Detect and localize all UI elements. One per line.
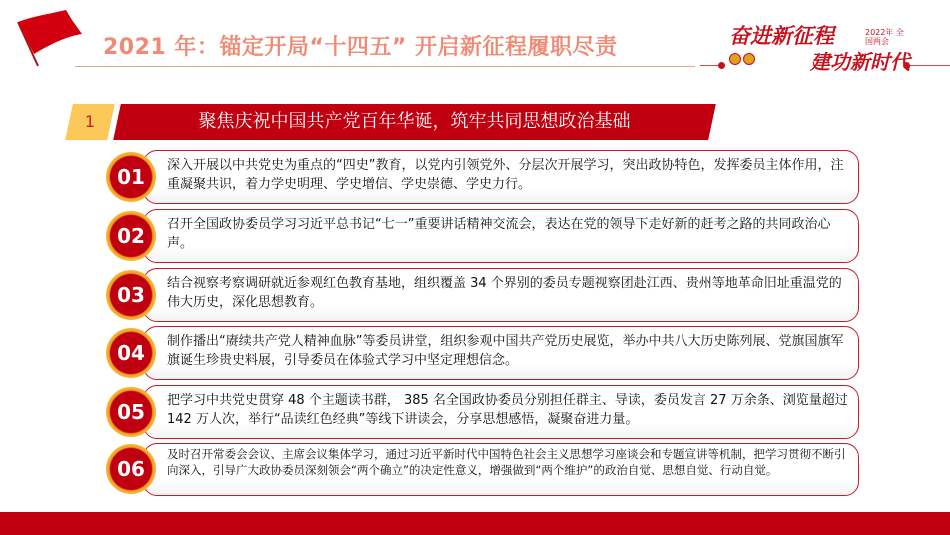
list-item (143, 209, 859, 263)
red-flag-icon (14, 8, 89, 70)
emblem-icon (729, 53, 741, 65)
item-text: 及时召开常委会会议、主席会议集体学习，通过习近平新时代中国特色社会主义思想学习座谈会和专题宣讲等机制，把学习贯彻不断引向深入，引导广大政协委员深刻领会“两个确立”的决定性意义，增强做到“两个维护”的政治自觉、思想自觉、行动自觉。 (167, 447, 846, 477)
item-text: 召开全国政协委员学习习近平总书记“七一”重要讲话精神交流会，表达在党的领导下走好新的赶考之路的共同政治心声。 (167, 217, 831, 251)
item-text: 制作播出“赓续共产党人精神血脉”等委员讲堂，组织参观中国共产党历史展览，举办中共八大历史陈列展、党旗国旗军旗诞生珍贵史料展，引导委员在体验式学习中坚定理想信念。 (167, 334, 844, 368)
list-item (143, 443, 859, 496)
slogan-logo (715, 18, 915, 74)
page-title: 2021 年：锚定开局“十四五” 开启新征程履职尽责 (103, 35, 618, 60)
item-text: 把学习中共党史贯穿 48 个主题读书群， 385 名全国政协委员分别担任群主、导读，委员发言 27 万余条、浏览量超过 142 万人次，举行“品读红色经典”等线下讲读会，分享思想感悟，凝聚奋进力量。 (167, 393, 848, 427)
item-number-badge: 05 (106, 387, 156, 437)
section-title: 聚焦庆祝中国共产党百年华诞，筑牢共同思想政治基础 (198, 111, 631, 132)
item-number-badge: 04 (106, 328, 156, 378)
item-text: 深入开展以中共党史为重点的“四史”教育，以党内引领党外、分层次开展学习，突出政协特色，发挥委员主体作用，注重凝聚共识，着力学史明理、学史增信、学史崇德、学史力行。 (167, 158, 844, 192)
item-number-badge: 03 (106, 270, 156, 320)
list-item (143, 150, 859, 204)
item-number-badge: 01 (106, 152, 156, 202)
logo-line1: 奋进新征程 (729, 24, 834, 48)
emblem-icon (743, 53, 755, 65)
section-number: 1 (84, 112, 96, 131)
list-item (143, 268, 859, 322)
footer-band (0, 512, 950, 535)
item-text: 结合视察考察调研就近参观红色教育基地，组织覆盖 34 个界别的委员专题视察团赴江西、贵州等地革命旧址重温党的伟大历史，深化思想教育。 (167, 276, 842, 310)
logo-year: 2022年 全国两会 (865, 28, 904, 46)
title-divider (75, 66, 695, 67)
item-number-badge: 06 (106, 444, 156, 494)
item-number-badge: 02 (106, 211, 156, 261)
list-item (143, 385, 859, 439)
section-number-badge (65, 104, 115, 140)
logo-line2: 建功新时代 (810, 50, 910, 74)
list-item (143, 326, 859, 380)
